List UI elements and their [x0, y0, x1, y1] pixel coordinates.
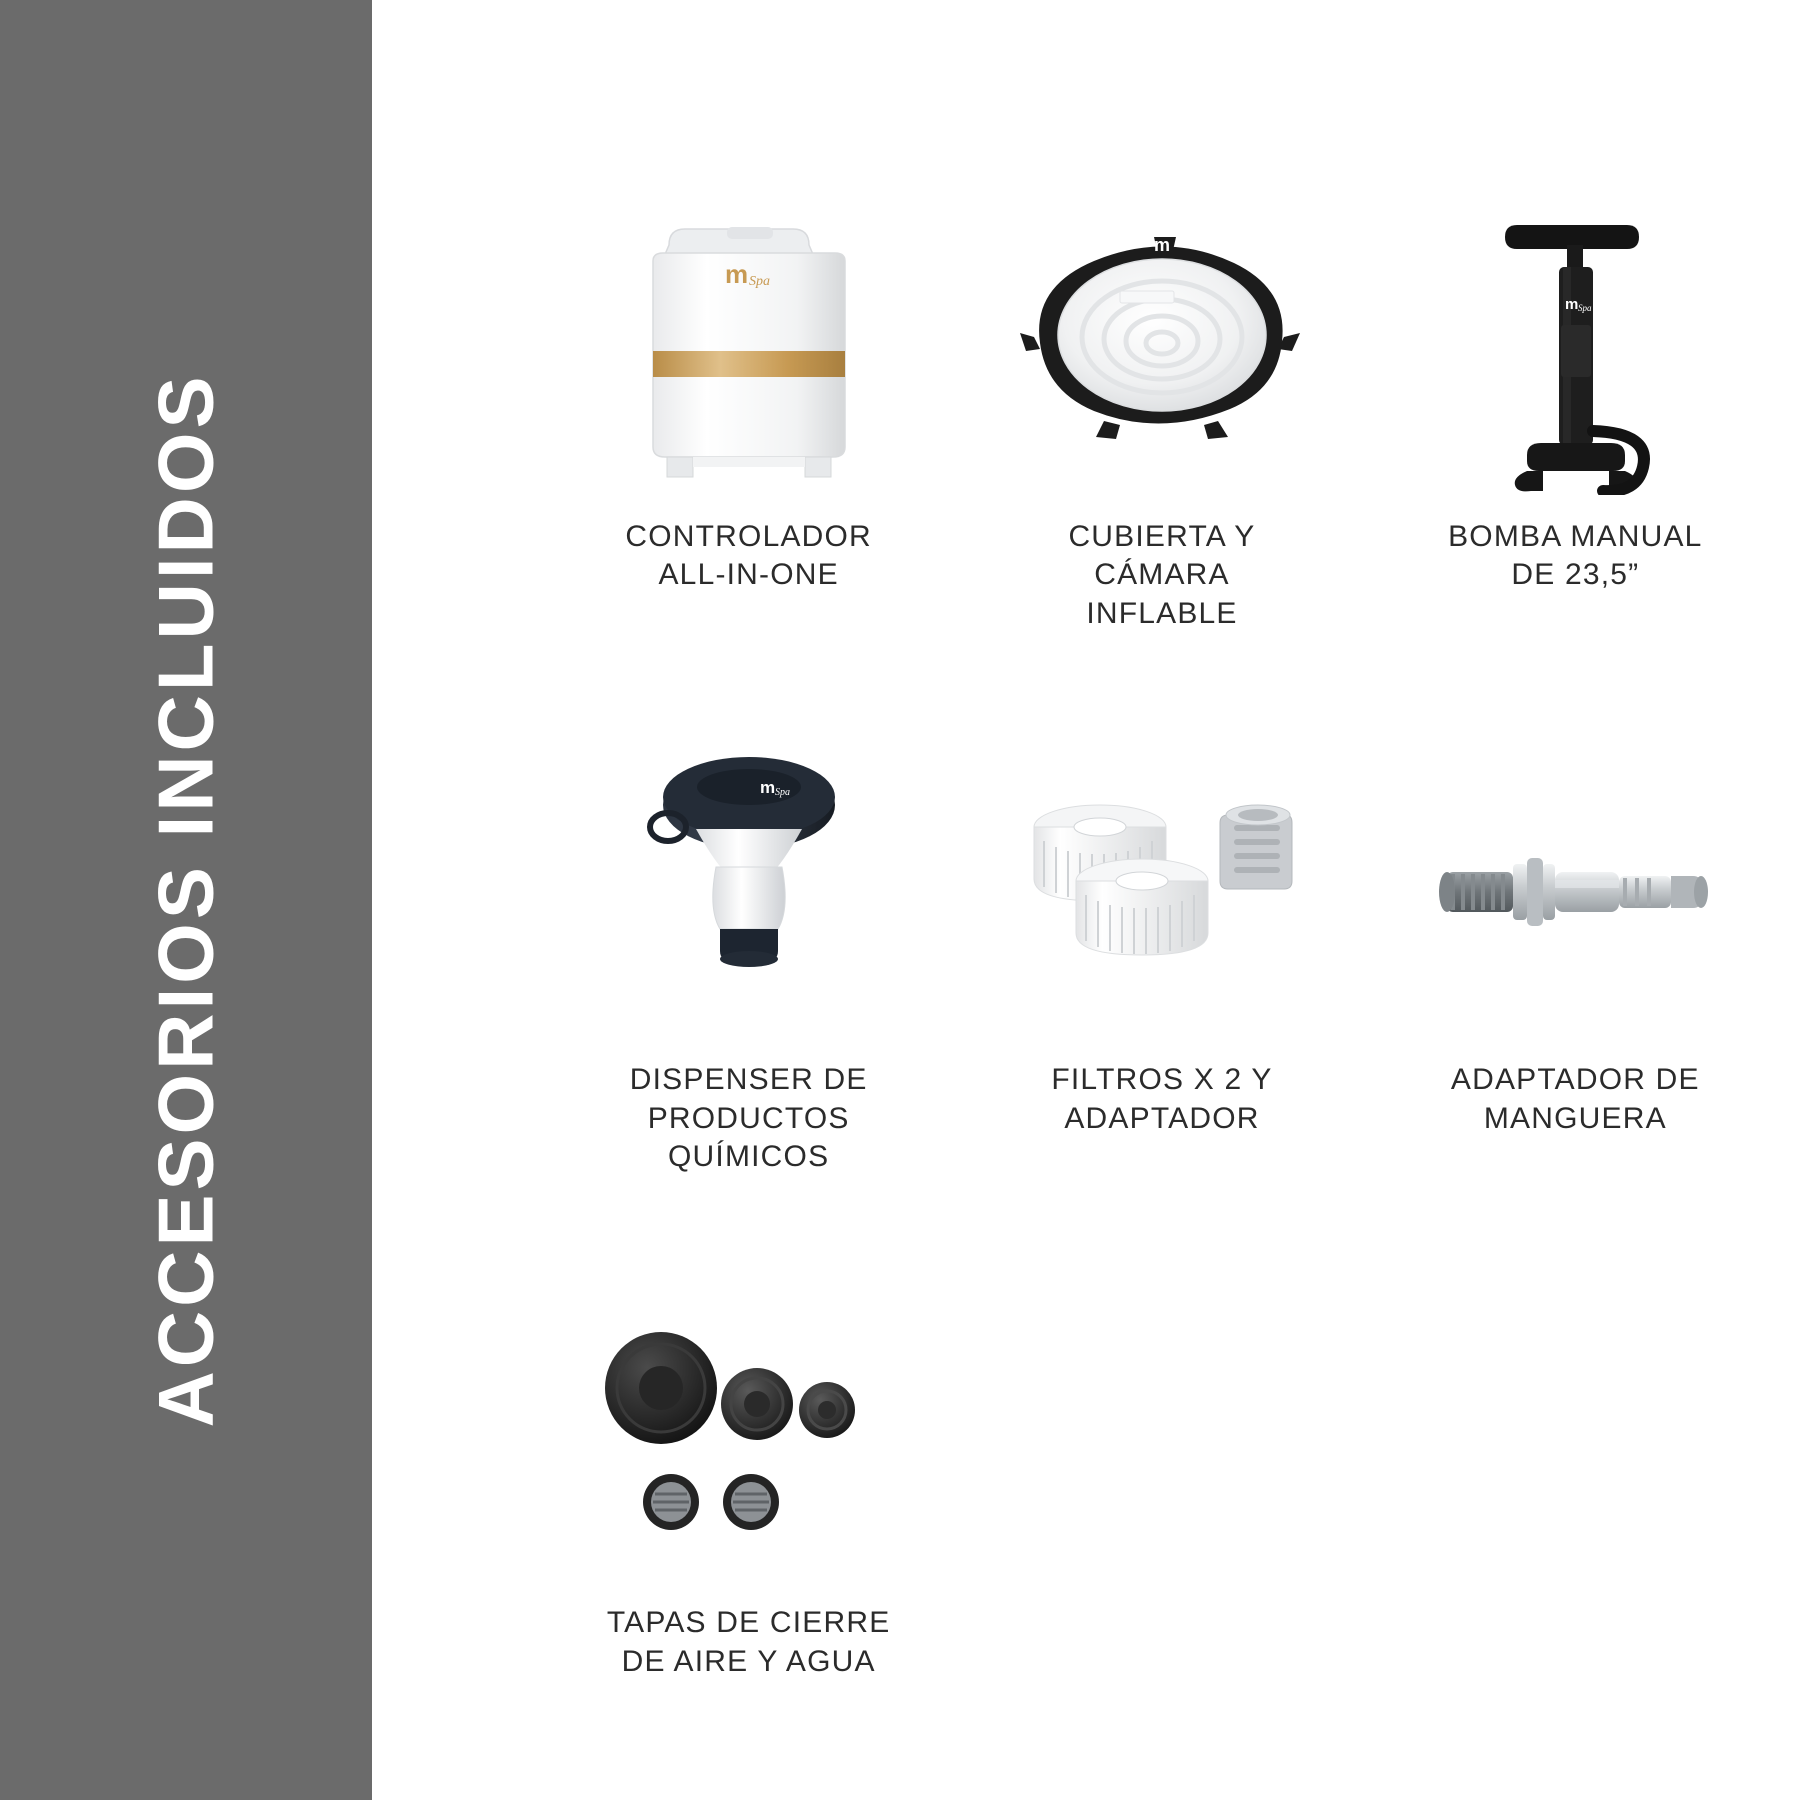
svg-text:m: m: [1153, 235, 1170, 255]
hand-pump-icon: [1395, 200, 1755, 500]
caption-line: ADAPTADOR DE: [1450, 1063, 1700, 1097]
accessory-item: [955, 200, 1368, 633]
control-box-icon: [569, 200, 929, 500]
accessories-grid: [542, 200, 1782, 1681]
caption-line: BOMBA MANUAL: [1448, 520, 1703, 553]
accessory-caption: [584, 1604, 914, 1681]
hose-adapter-icon: [1395, 743, 1755, 1043]
caption-line: FILTROS X 2 Y: [1051, 1063, 1273, 1097]
caption-line: CUBIERTA Y CÁMARA: [1068, 520, 1256, 592]
accessory-caption: [584, 518, 914, 595]
caption-line: INFLABLE: [1086, 596, 1238, 630]
accessory-caption: [997, 518, 1327, 633]
svg-text:m: m: [759, 778, 775, 798]
accessory-item: [955, 743, 1368, 1176]
accessory-item-empty: [955, 1286, 1368, 1681]
caption-line: QUÍMICOS: [668, 1139, 830, 1173]
content-area: [372, 0, 1800, 1800]
accessory-caption: [584, 1061, 914, 1176]
accessory-caption: [1410, 518, 1740, 595]
accessory-item: [542, 1286, 955, 1681]
caption-line: DE AIRE Y AGUA: [621, 1644, 876, 1678]
accessory-item: [1369, 200, 1782, 633]
svg-text:m: m: [724, 259, 748, 289]
sidebar-banner: [0, 0, 372, 1800]
accessory-item: [542, 743, 955, 1176]
filter-cartridges-icon: [982, 743, 1342, 1043]
svg-text:m: m: [1565, 296, 1579, 313]
caption-line: CONTROLADOR: [625, 520, 872, 553]
accessory-caption: [1410, 1061, 1740, 1138]
caption-line: DE 23,5”: [1511, 558, 1640, 592]
page-title: ACCESORIOS INCLUIDOS: [141, 372, 230, 1428]
svg-text:Spa: Spa: [748, 274, 770, 289]
caption-line: PRODUCTOS: [647, 1101, 850, 1135]
caption-line: ADAPTADOR: [1064, 1101, 1260, 1135]
caption-line: MANGUERA: [1483, 1101, 1667, 1135]
caption-line: DISPENSER DE: [629, 1063, 868, 1097]
accessory-caption: [997, 1061, 1327, 1138]
valve-caps-icon: [569, 1286, 929, 1586]
accessory-item: [1369, 743, 1782, 1176]
caption-line: ALL-IN-ONE: [658, 558, 839, 592]
inflatable-cover-icon: [982, 200, 1342, 500]
accessory-item-empty: [1369, 1286, 1782, 1681]
svg-text:Spa: Spa: [1578, 303, 1592, 313]
svg-text:Spa: Spa: [774, 787, 790, 799]
caption-line: TAPAS DE CIERRE: [606, 1606, 891, 1640]
accessory-item: [542, 200, 955, 633]
chemical-dispenser-icon: [569, 743, 929, 1043]
